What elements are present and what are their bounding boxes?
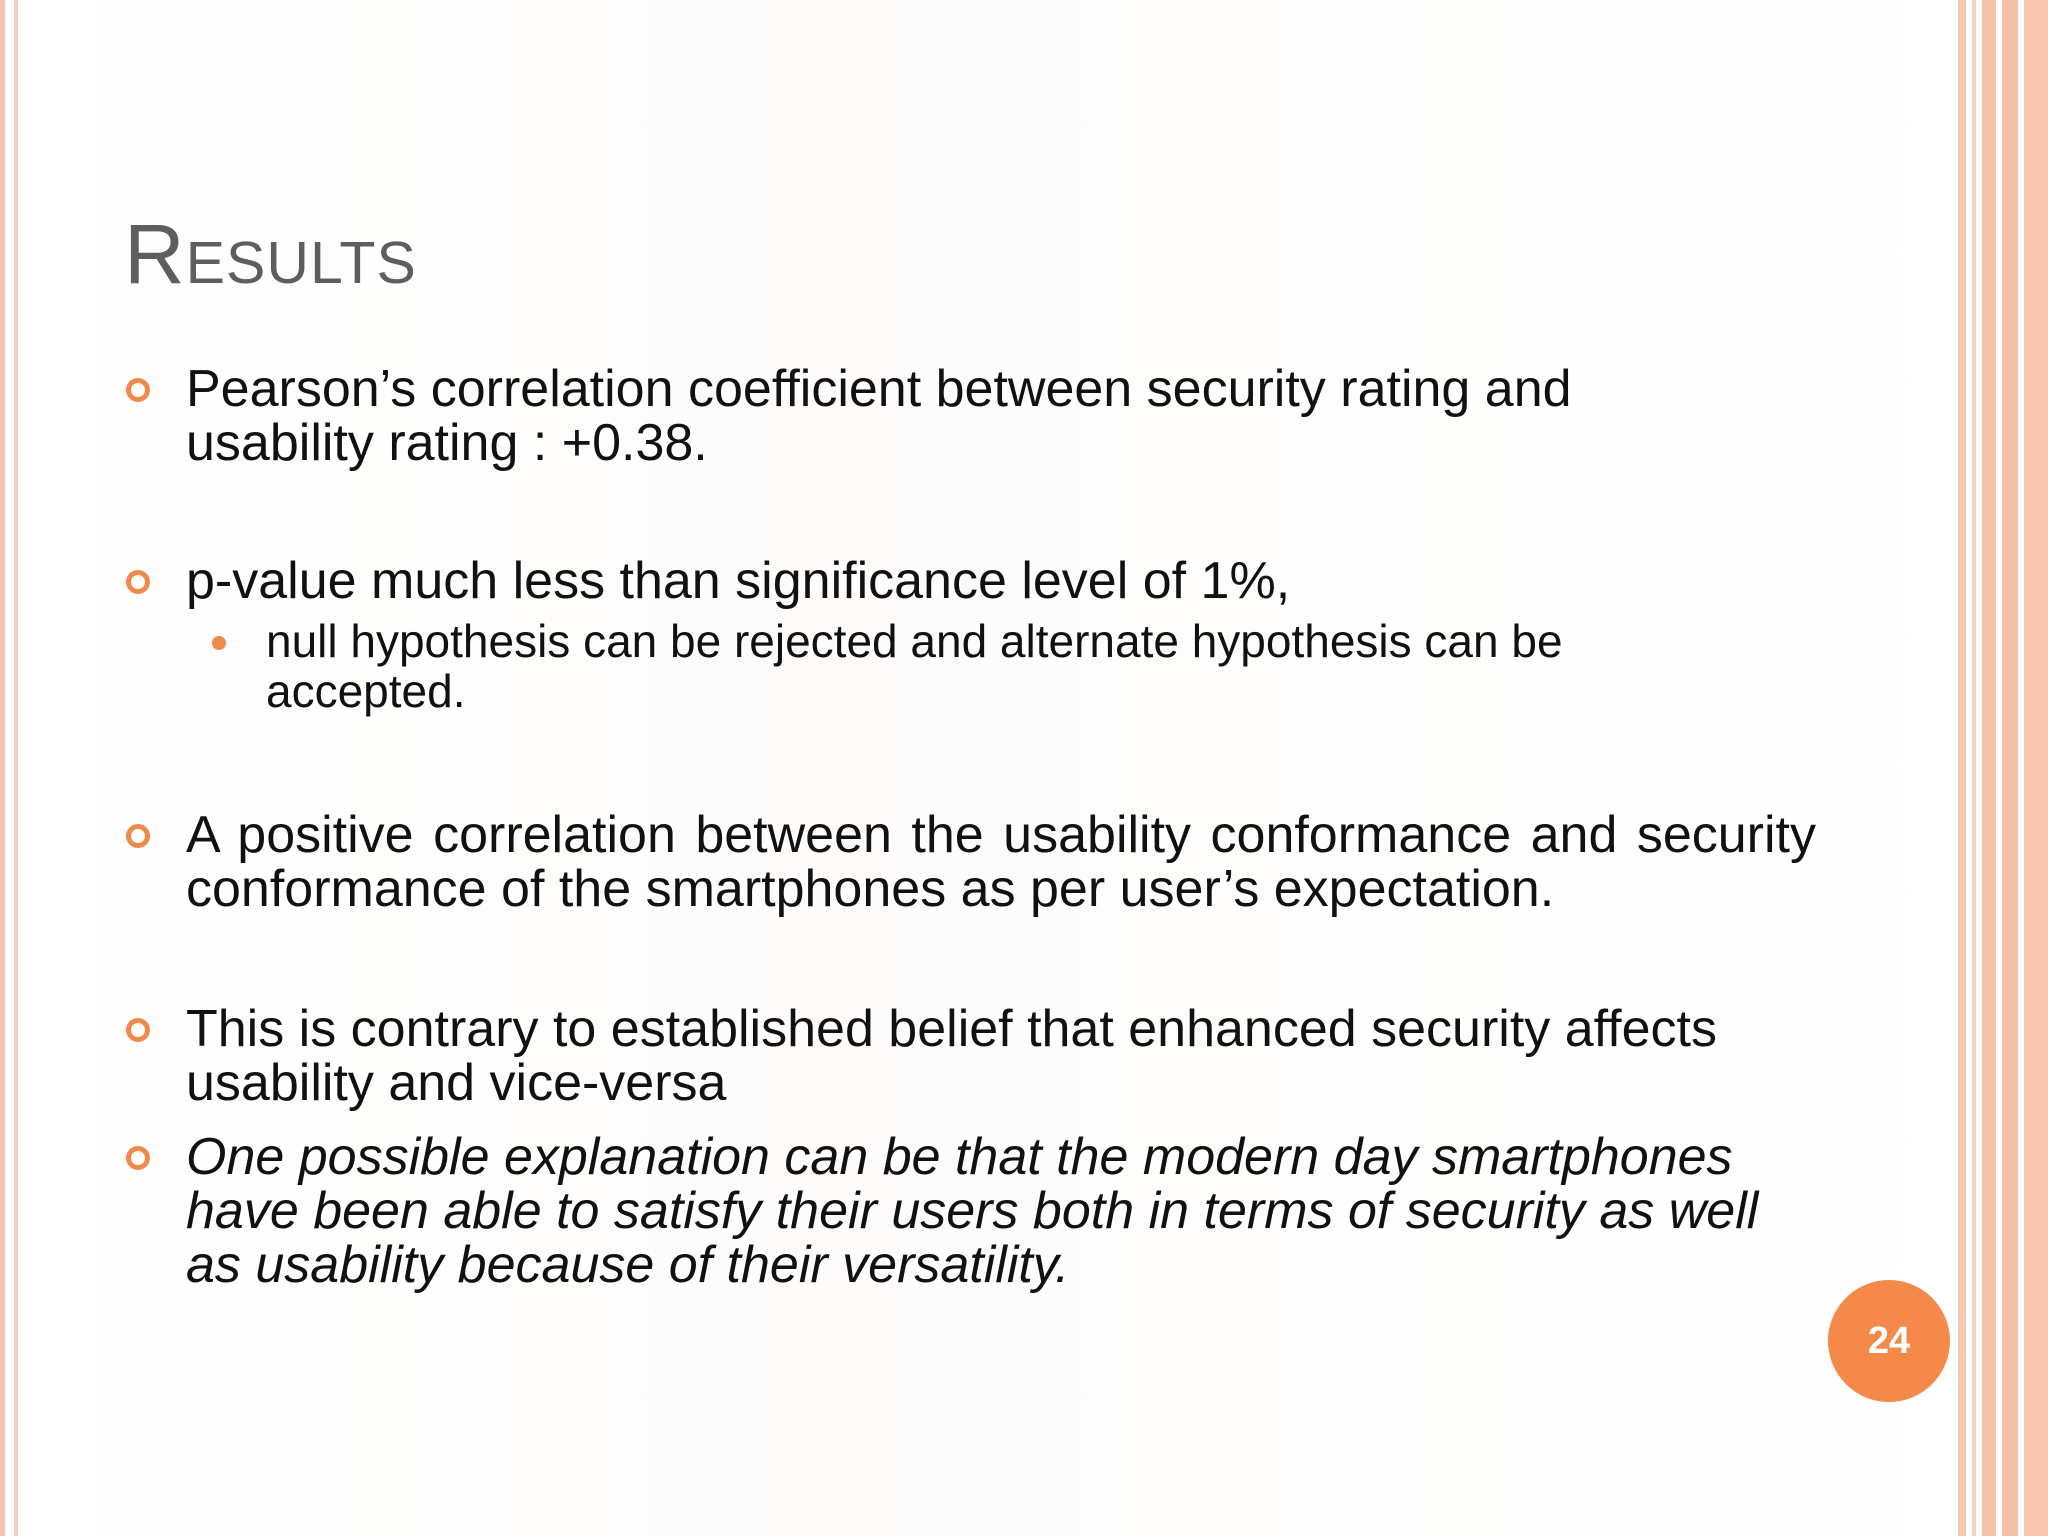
right-border-stripe [2002, 0, 2018, 1536]
bullet-text: Pearson’s correlation coefficient between security rating and usability rating : +0.38. [186, 360, 1572, 472]
ring-bullet-icon [126, 570, 150, 594]
ring-bullet-icon [126, 378, 150, 402]
slide-title: Results [124, 207, 417, 301]
left-border-line [0, 0, 5, 1536]
right-border-stripe [1958, 0, 1966, 1536]
left-border-line [14, 0, 18, 1536]
bullet-item [124, 808, 1816, 916]
right-border-stripe [1972, 0, 1976, 1536]
bullet-item [124, 554, 1764, 608]
bullet-text: A positive correlation between the usability conformance and security conformance of the smartphones as per user’s expectation. [186, 806, 1816, 918]
right-border-stripe [2024, 0, 2048, 1536]
ring-bullet-icon [126, 1018, 150, 1042]
bullet-text: p-value much less than significance level of 1%, [186, 552, 1291, 610]
ring-bullet-icon [126, 824, 150, 848]
ring-bullet-icon [126, 1146, 150, 1170]
bullet-item [124, 362, 1764, 470]
sub-bullet-item [124, 616, 1764, 716]
page-number-badge: 24 [1828, 1280, 1950, 1402]
bullet-list [124, 360, 1816, 1294]
dot-bullet-icon [212, 636, 226, 650]
sub-bullet-text: null hypothesis can be rejected and alternate hypothesis can be accepted. [266, 615, 1563, 717]
right-border-stripe [1982, 0, 1996, 1536]
bullet-text: This is contrary to established belief that enhanced security affects usability and vice-versa [186, 1000, 1717, 1112]
bullet-item [124, 1130, 1764, 1292]
bullet-text: One possible explanation can be that the modern day smartphones have been able to satisfy their users both in terms of security as well as usability because of their versatility. [186, 1128, 1759, 1294]
bullet-item [124, 1002, 1764, 1110]
